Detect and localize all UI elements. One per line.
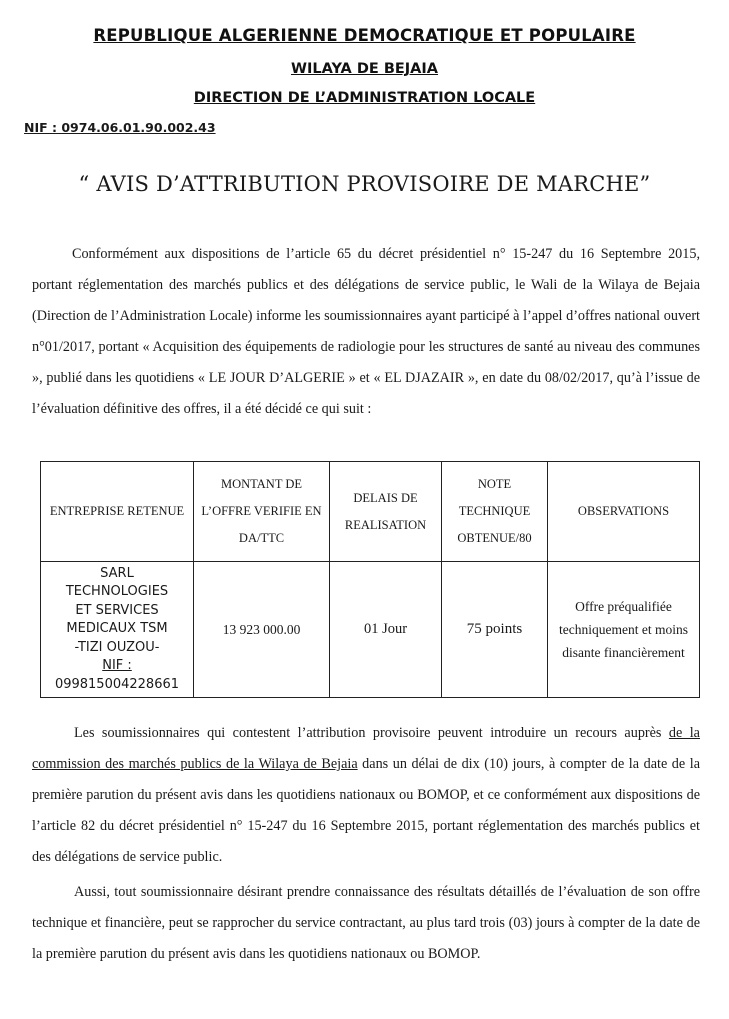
recours-text-before: Les soumissionnaires qui contestent l’attribution provisoire peuvent introduire un recours auprès (74, 725, 669, 741)
entreprise-line: MEDICAUX TSM (66, 621, 168, 637)
entreprise-line: SARL (100, 565, 134, 581)
cell-entreprise (41, 562, 194, 698)
header-wilaya: WILAYA DE BEJAIA (290, 61, 439, 77)
entreprise-nif-label: NIF : (102, 658, 132, 674)
entreprise-line: ET SERVICES (75, 602, 159, 618)
entreprise-nif: 099815004228661 (54, 676, 180, 692)
header-entreprise: ENTREPRISE RETENUE (41, 462, 194, 562)
cell-observations: Offre préqualifiée techniquement et moins disante financièrement (548, 562, 700, 698)
header-montant: MONTANT DE L’OFFRE VERIFIE EN DA/TTC (194, 462, 330, 562)
header-observations: OBSERVATIONS (548, 462, 700, 562)
entreprise-line: -TIZI OUZOU- (74, 639, 160, 655)
header-nif: NIF : 0974.06.01.90.002.43 (24, 120, 216, 135)
entreprise-line: TECHNOLOGIES (65, 584, 169, 600)
table-header-row (41, 462, 700, 562)
recours-commission: de la commission des marchés publics de la Wilaya de Bejaia (32, 725, 700, 772)
cell-delais: 01 Jour (330, 562, 442, 698)
header-republic: REPUBLIQUE ALGERIENNE DEMOCRATIQUE ET POPULAIRE (93, 26, 636, 45)
recours-text-after: dans un délai de dix (10) jours, à compter de la date de la première parution du présent avis dans les quotidiens nationaux ou BOMOP, et ce conformément aux dispositions de l’article 82 du décret présidentiel n° 15-247 du 16 Septembre 2015, portant réglementation des marchés publics et des délégations de service public. (32, 756, 700, 865)
paragraph-intro: Conformément aux dispositions de l’article 65 du décret présidentiel n° 15-247 du 16 Septembre 2015, portant réglementation des marchés publics et des délégations de service public, le Wali de la Wilaya de Bejaia (Direction de l’Administration Locale) informe les soumissionnaires ayant participé à l’appel d’offres national ouvert n°01/2017, portant « Acquisition des équipements de radiologie pour les structures de santé au niveau des communes », publié dans les quotidiens « LE JOUR D’ALGERIE » et « EL DJAZAIR », en date du 08/02/2017, qu’à l’issue de l’évaluation définitive des offres, il a été décidé ce qui suit : (32, 246, 700, 417)
cell-montant: 13 923 000.00 (194, 562, 330, 698)
paragraph-consultation: Aussi, tout soumissionnaire désirant prendre connaissance des résultats détaillés de l’évaluation de son offre technique et financière, peut se rapprocher du service contractant, au plus tard trois (03) jours à compter de la date de la première parution du présent avis dans les quotidiens nationaux ou BOMOP. (32, 884, 700, 962)
results-table (40, 461, 700, 698)
table-row (41, 562, 700, 698)
page-title: “ AVIS D’ATTRIBUTION PROVISOIRE DE MARCHE” (78, 172, 651, 196)
header-note: NOTE TECHNIQUE OBTENUE/80 (442, 462, 548, 562)
header-delais: DELAIS DE REALISATION (330, 462, 442, 562)
paragraph-recours (32, 718, 700, 873)
cell-note: 75 points (442, 562, 548, 698)
header-direction: DIRECTION DE L’ADMINISTRATION LOCALE (193, 90, 536, 106)
